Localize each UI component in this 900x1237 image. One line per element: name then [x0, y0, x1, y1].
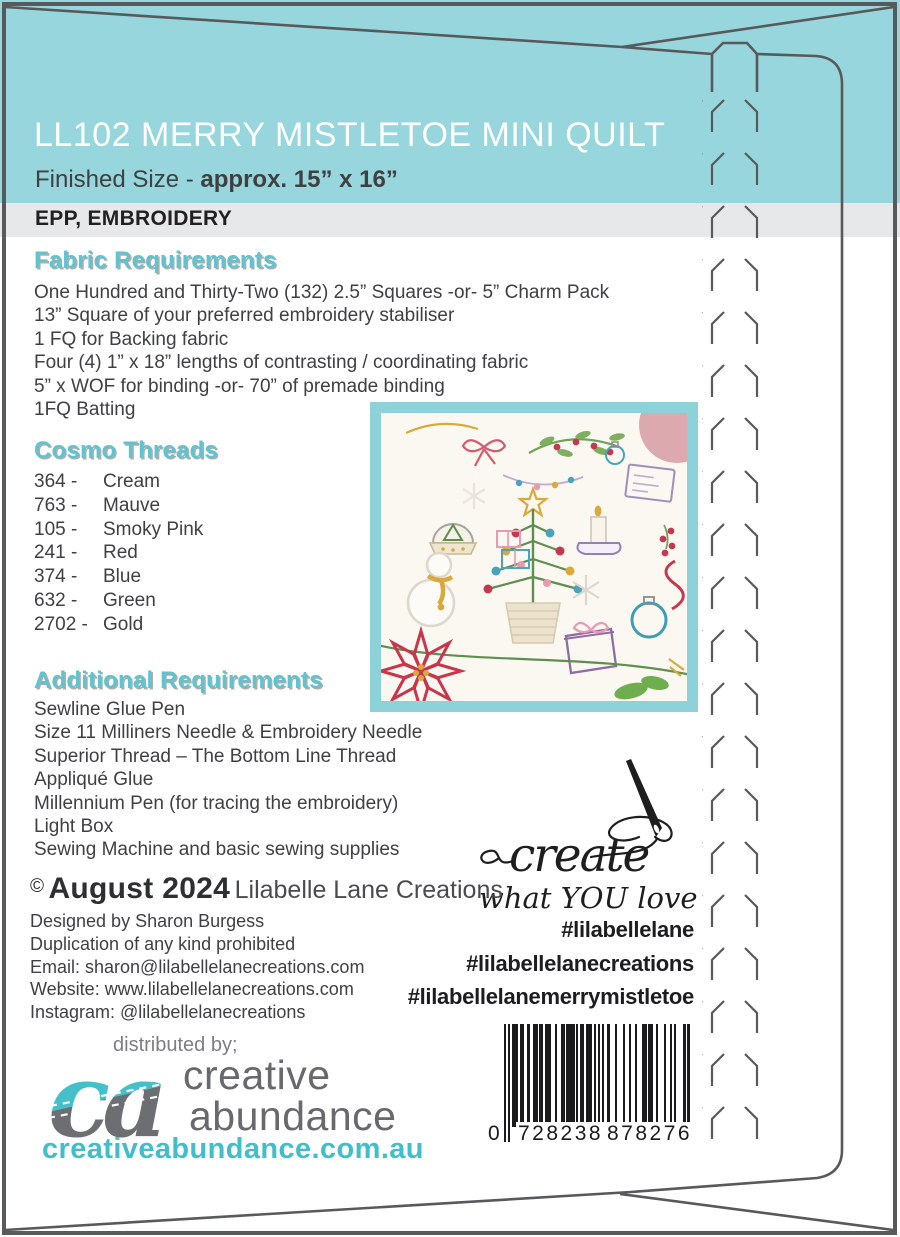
create-logo-line2: what YOU love: [479, 881, 698, 915]
thread-row: 105 - Smoky Pink: [34, 518, 204, 540]
finished-size-label: Finished Size -: [35, 166, 201, 193]
quilt-photo-illustration: [381, 413, 687, 701]
barcode-digits: 0: [488, 1122, 503, 1145]
hashtag: #lilabellelane: [561, 917, 694, 942]
additional-item: Appliqué Glue: [34, 769, 154, 791]
bottom-right-fold-line: [620, 1194, 893, 1230]
distributed-by-label: distributed by;: [113, 1034, 238, 1056]
credits-block: [30, 872, 503, 1024]
distributor-url: creativeabundance.com.au: [42, 1133, 424, 1165]
quilt-photo: [370, 402, 698, 712]
barcode-digits: 728238: [518, 1122, 604, 1145]
thread-row: 763 - Mauve: [34, 494, 161, 516]
barcode-digits: 878276: [607, 1122, 693, 1145]
stitch-column-left: [702, 96, 726, 1158]
duplication-notice: Duplication of any kind prohibited: [30, 933, 296, 954]
copyright-date: August 2024: [48, 872, 231, 905]
svg-text:ca: ca: [48, 1046, 161, 1154]
hashtag: #lilabellelanecreations: [466, 950, 694, 976]
fabric-item: 13” Square of your preferred embroidery stabiliser: [34, 305, 455, 327]
additional-item: Size 11 Milliners Needle & Embroidery Needle: [34, 722, 423, 744]
distributor-name-line1: creative: [183, 1052, 331, 1098]
website-line: Website: www.lilabellelanecreations.com: [30, 979, 354, 1000]
needle-icon: [626, 759, 662, 837]
fabric-item: Four (4) 1” x 18” lengths of contrasting / coordinating fabric: [34, 352, 529, 374]
additional-item: Sewline Glue Pen: [34, 699, 186, 720]
fabric-item: 5” x WOF for binding -or- 70” of premade binding: [34, 375, 445, 397]
bottom-left-fold-line: [5, 1192, 631, 1230]
fabric-item: One Hundred and Thirty-Two (132) 2.5” Squares -or- 5” Charm Pack: [34, 282, 610, 303]
copyright-line: © August 2024 Lilabelle Lane Creations: [30, 872, 503, 905]
fabric-requirements-section: [34, 247, 674, 421]
email-line: Email: sharon@lilabellelanecreations.com: [30, 956, 365, 977]
additional-requirements-heading: Additional Requirements: [34, 667, 323, 694]
company-name: Lilabelle Lane Creations: [234, 876, 503, 904]
stitch-column-right: [741, 96, 765, 1158]
page-title: LL102 MERRY MISTLETOE MINI QUILT: [34, 116, 666, 154]
instagram-line: Instagram: @lilabellelanecreations: [30, 1002, 306, 1023]
cosmo-threads-heading: Cosmo Threads: [34, 437, 218, 464]
cosmo-threads-section: [34, 437, 364, 637]
thread-row: 374 - Blue: [34, 566, 142, 588]
fabric-requirements-heading: Fabric Requirements: [34, 247, 277, 274]
additional-item: Sewing Machine and basic sewing supplies: [34, 839, 400, 861]
thread-row: 2702 - Gold: [34, 613, 144, 635]
finished-size: [35, 166, 398, 194]
additional-item: Light Box: [34, 816, 114, 838]
fabric-item: 1FQ Batting: [34, 399, 136, 421]
barcode: [488, 1024, 694, 1164]
additional-item: Millennium Pen (for tracing the embroidery): [34, 792, 399, 814]
techniques-label: EPP, EMBROIDERY: [35, 207, 233, 230]
thread-row: 241 - Red: [34, 542, 138, 564]
additional-item: Superior Thread – The Bottom Line Thread: [34, 745, 397, 767]
create-logo-line1: create: [509, 828, 649, 883]
hashtag: #lilabellelanemerrymistletoe: [407, 984, 694, 1009]
distributor-name-line2: abundance: [189, 1093, 397, 1139]
thread-row: 364 - Cream: [34, 471, 161, 492]
finished-size-value: approx. 15” x 16”: [200, 166, 398, 193]
fabric-item: 1 FQ for Backing fabric: [34, 328, 229, 350]
thread-row: 632 - Green: [34, 589, 156, 611]
designed-by: Designed by Sharon Burgess: [30, 911, 265, 931]
